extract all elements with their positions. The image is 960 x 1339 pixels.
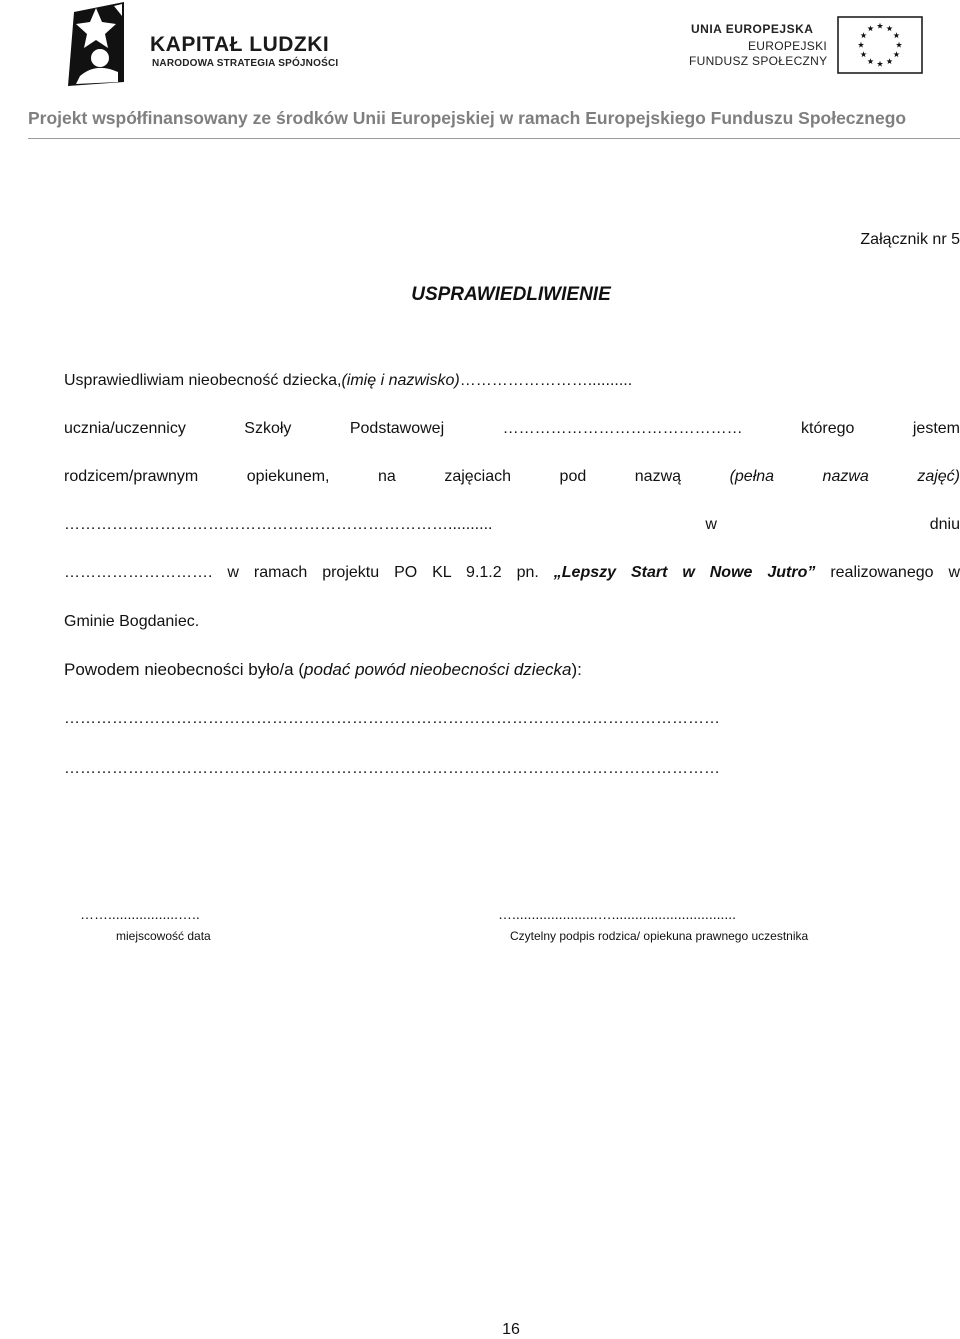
place-date-label: miejscowość data [116, 929, 211, 943]
line5-tail: realizowanego w [830, 564, 960, 581]
eu-flag-icon [837, 16, 923, 74]
logo-left-title: KAPITAŁ LUDZKI [150, 33, 330, 56]
reason-line [64, 660, 960, 680]
annex-label: Załącznik nr 5 [860, 231, 960, 248]
reason-end: ): [571, 660, 582, 679]
logo-right-line3: FUNDUSZ SPOŁECZNY [689, 54, 828, 68]
place-date-field: ……..................….. [80, 906, 200, 922]
body-line-5 [64, 564, 960, 582]
reason-text: Powodem nieobecności było/a ( [64, 660, 305, 679]
line1-italic: (imię i nazwisko) [341, 372, 460, 389]
body-line-3 [64, 468, 960, 486]
line4-fill: ……………………………………………………………….......... [64, 516, 493, 533]
signature-field: …......................…................................ [498, 906, 737, 922]
line1-fill: …………………….......... [459, 372, 633, 389]
line2-tail: którego jestem [801, 420, 960, 437]
line1-text: Usprawiedliwiam nieobecność dziecka, [64, 372, 342, 389]
reason-fill-line-2: …………………………………………………………………………………………………………… [64, 760, 720, 777]
line3-italic: (pełna nazwa zajęć) [729, 468, 960, 485]
header-divider [28, 138, 960, 139]
body-line-4 [64, 516, 960, 534]
body-line-2 [64, 420, 960, 438]
document-title: USPRAWIEDLIWIENIE [411, 284, 611, 305]
logo-right-line1: UNIA EUROPEJSKA [691, 22, 814, 36]
line5-fill: ………………………. [64, 564, 213, 581]
line2-fill: ……………………………………… [502, 420, 743, 437]
logo-right-line2: EUROPEJSKI [748, 39, 828, 53]
line3-text: rodzicem/prawnym opiekunem, na zajęciach pod nazwą [64, 468, 682, 485]
reason-fill-line-1: …………………………………………………………………………………………………………… [64, 710, 720, 727]
page-number: 16 [502, 1321, 520, 1338]
reason-italic: podać powód nieobecności dziecka [304, 660, 572, 679]
line4-tail: w dniu [705, 516, 960, 533]
project-name: „Lepszy Start w Nowe Jutro” [553, 564, 816, 581]
body-line-1 [64, 372, 960, 390]
line2-text: ucznia/uczennicy Szkoły Podstawowej [64, 420, 445, 437]
signature-label: Czytelny podpis rodzica/ opiekuna prawnego uczestnika [510, 929, 809, 943]
body-line-6: Gminie Bogdaniec. [64, 613, 200, 630]
line5-text: w ramach projektu PO KL 9.1.2 pn. [227, 564, 539, 581]
logo-left-subtitle: NARODOWA STRATEGIA SPÓJNOŚCI [152, 58, 339, 69]
cofinancing-banner: Projekt współfinansowany ze środków Unii Europejskiej w ramach Europejskiego Funduszu Społecznego [28, 108, 907, 128]
